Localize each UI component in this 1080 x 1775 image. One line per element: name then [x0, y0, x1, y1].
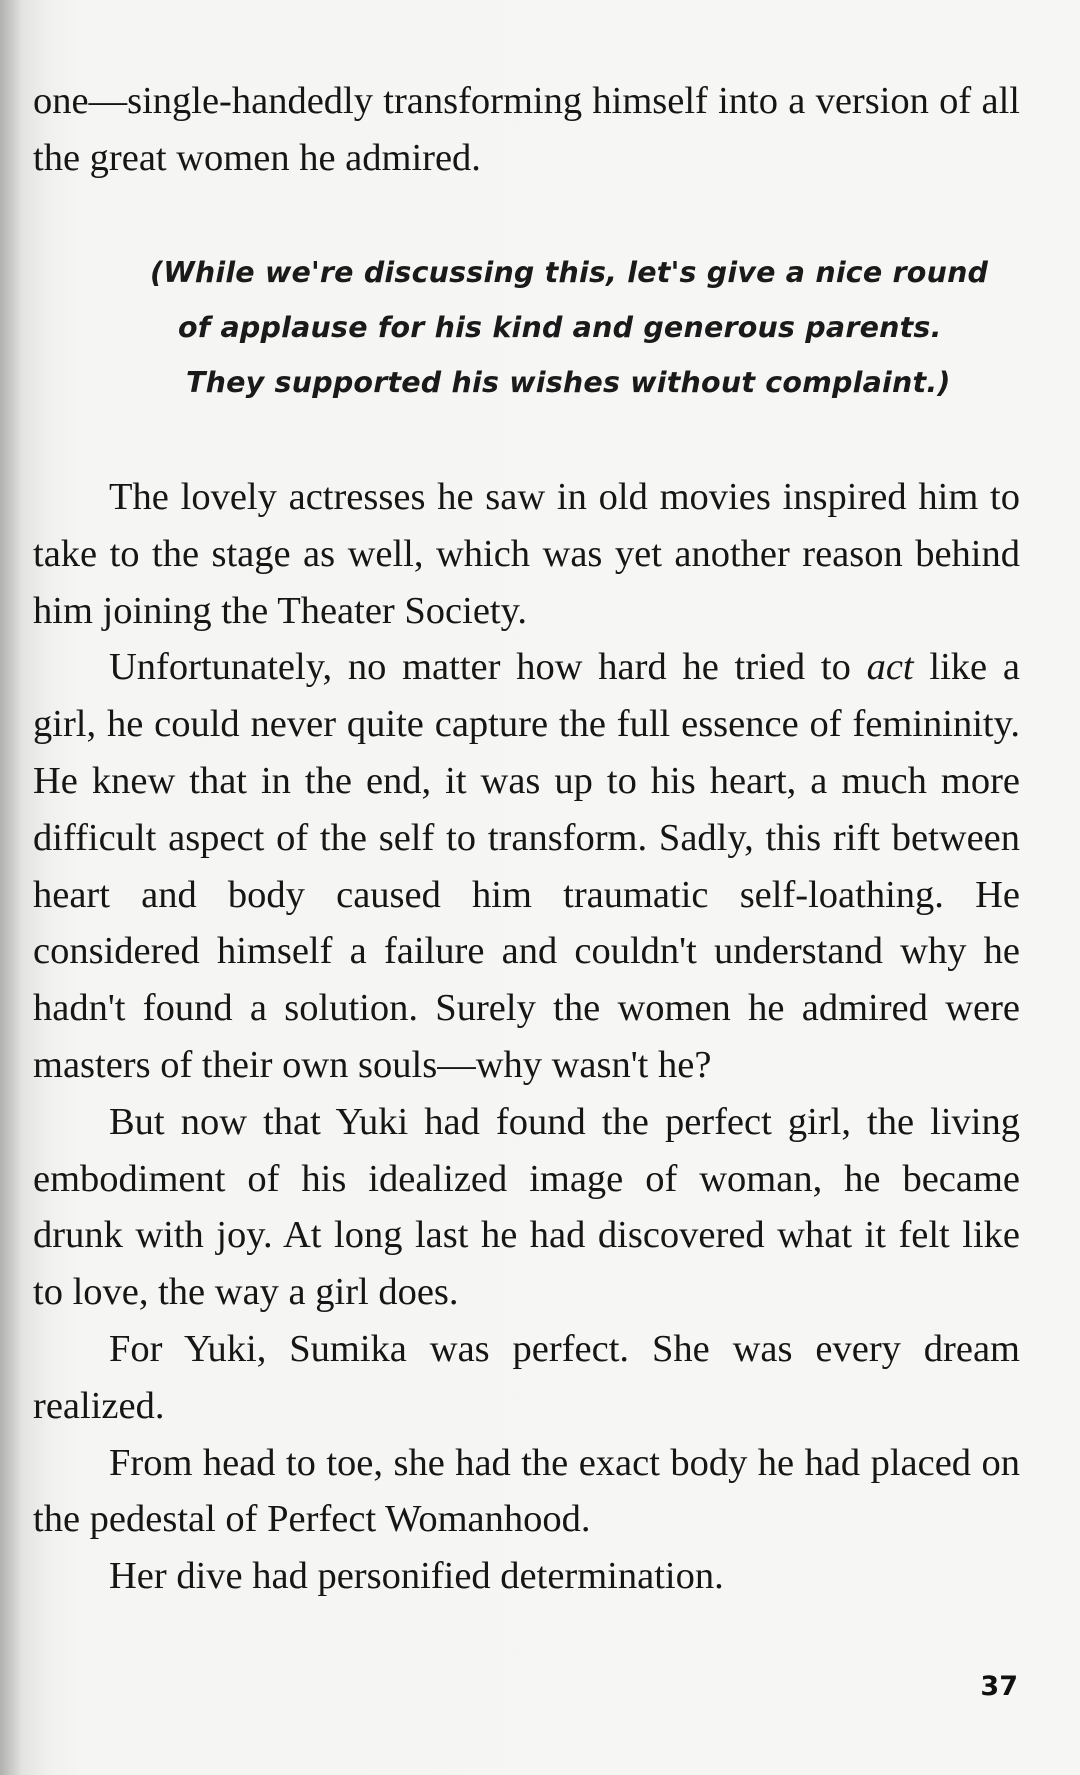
- continued-paragraph: [33, 73, 1020, 187]
- body-paragraph: [33, 469, 1020, 639]
- text-run: like a girl, he could never quite capture the full essence of femininity. He knew that in the end, it was up to his heart, a much more difficult aspect of the self to transform. Sadly, this rift between heart and body caused him traumatic self-loathing. He considered himself a failure and couldn't understand why he hadn't found a solution. Surely the women he admired were masters of their own souls—why wasn't he?: [33, 646, 1020, 1086]
- aside-line: (While we're discussing this, let's give a nice round: [150, 256, 989, 289]
- body-paragraph: [33, 639, 1020, 1093]
- text-run: From head to toe, she had the exact body he had placed on the pedestal of Perfect Womanhood.: [33, 1441, 1020, 1541]
- text-run: Her dive had personified determination.: [109, 1555, 724, 1598]
- body-paragraph: one—single-handedly transforming himself into a version of all the great women he admired.: [33, 80, 1020, 179]
- text-run: For Yuki, Sumika was perfect. She was every dream realized.: [33, 1327, 1020, 1427]
- text-run: The lovely actresses he saw in old movies inspired him to take to the stage as well, which was yet another reason behind him joining the Theater Society.: [33, 476, 1020, 632]
- body-paragraph: [33, 1435, 1020, 1549]
- emphasis-text: act: [866, 646, 914, 689]
- aside-line: They supported his wishes without complaint.): [186, 366, 951, 399]
- aside-line: of applause for his kind and generous parents.: [178, 311, 942, 344]
- page-gutter-shadow: [0, 0, 22, 1775]
- body-paragraph: [33, 1321, 1020, 1435]
- page-number: 37: [980, 1671, 1018, 1702]
- text-run: But now that Yuki had found the perfect girl, the living embodiment of his idealized image of woman, he became drunk with joy. At long last he had discovered what it felt like to love, the way a girl does.: [33, 1100, 1020, 1314]
- body-paragraph: [33, 1548, 1020, 1605]
- narrator-aside: [130, 245, 989, 410]
- body-paragraph: [33, 1094, 1020, 1321]
- text-run: Unfortunately, no matter how hard he tried to: [109, 646, 867, 689]
- main-text: [33, 469, 1020, 1605]
